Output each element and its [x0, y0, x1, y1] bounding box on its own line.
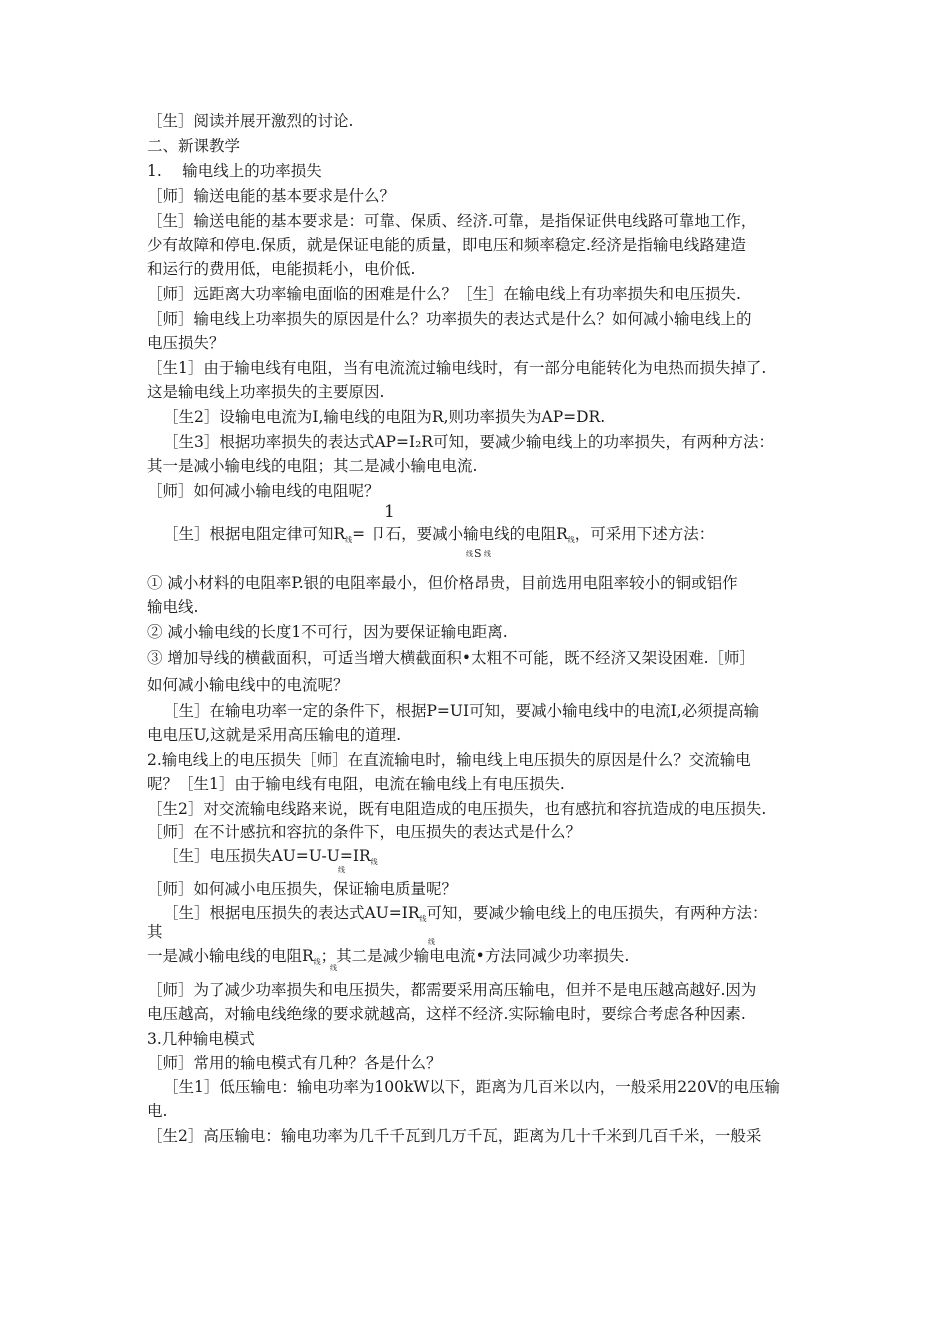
subscript: 线	[330, 964, 337, 972]
text-line: ［生］输送电能的基本要求是：可靠、保质、经济.可靠，是指保证供电线路可靠地工作，	[147, 212, 757, 230]
text-fragment: 一是减小输电线的电阻R	[147, 947, 314, 965]
subscript: 线	[313, 958, 321, 966]
text-line: ［生3］根据功率损失的表达式AP=I₂R可知，要减少输电线上的功率损失，有两种方法：	[163, 433, 774, 451]
text-line: ［生2］对交流输电线路来说，既有电阻造成的电压损失，也有感抗和容抗造成的电压损失.	[147, 800, 767, 818]
text-line: 电电压U,这就是采用高压输电的道理.	[147, 726, 401, 744]
subscript: 线	[345, 536, 353, 544]
text-line: 呢？［生1］由于输电线有电阻，电流在输电线上有电压损失.	[147, 775, 565, 793]
text-fragment: ；其二是减少输电电流•方法同减少功率损失.	[320, 947, 630, 965]
text-line: ［师］常用的输电模式有几种？各是什么？	[147, 1054, 442, 1072]
subscript: 线	[428, 938, 435, 946]
text-line: 如何减小输电线中的电流呢？	[147, 676, 349, 694]
text-fragment: ，可采用下述方法：	[574, 525, 715, 543]
text-line: ［师］为了减少功率损失和电压损失，都需要采用高压输电，但并不是电压越高越好.因为	[147, 981, 757, 999]
text-line: ［生2］高压输电：输电功率为几千千瓦到几万千瓦，距离为几十千米到几百千米，一般采	[147, 1127, 762, 1145]
subscript: 线	[419, 915, 427, 923]
subscript: 线	[567, 536, 575, 544]
text-line: ［生］阅读并展开激烈的讨论.	[147, 112, 354, 130]
subscript: 线	[338, 866, 345, 874]
text-line: ［师］如何减小电压损失，保证输电质量呢？	[147, 880, 458, 898]
subscript: 线	[484, 550, 491, 558]
text-fragment: ［生］电压损失AU=U-U=IR	[163, 847, 371, 865]
text-fragment: 可知，要减少输电线上的电压损失，有两种方法：	[426, 904, 768, 922]
text-line: ［师］在不计感抗和容抗的条件下，电压损失的表达式是什么？	[147, 823, 582, 841]
text-line: ［生］在输电功率一定的条件下，根据P=UI可知，要减小输电线中的电流I,必须提高输	[163, 702, 760, 720]
subsection-heading: 1. 输电线上的功率损失	[147, 162, 322, 180]
formula-line	[163, 846, 843, 872]
text-line: ［生2］设输电电流为I,输电线的电阻为R,则功率损失为AP=DR.	[163, 408, 606, 426]
text-line: 其一是减小输电线的电阻；其二是减小输电电流.	[147, 457, 478, 475]
formula-denominator: S	[474, 547, 482, 560]
text-fragment: ［生］根据电阻定律可知R	[163, 525, 346, 543]
text-line: ［师］输电线上功率损失的原因是什么？功率损失的表达式是什么？如何减小输电线上的	[147, 310, 752, 328]
text-line: 其	[147, 923, 163, 941]
formula-numerator: 1	[384, 502, 395, 522]
text-line: ［师］输送电能的基本要求是什么？	[147, 187, 396, 205]
text-line: 这是输电线上功率损失的主要原因.	[147, 383, 385, 401]
text-line: 电压损失？	[147, 334, 225, 352]
section-heading: 二、新课教学	[147, 137, 241, 155]
text-fragment: ［生］根据电压损失的表达式AU=IR	[163, 904, 420, 922]
list-item: ③ 增加导线的横截面积，可适当增大横截面积•太粗不可能，既不经济又架设困难.［师］	[147, 649, 755, 667]
text-line: 电压越高，对输电线绝缘的要求就越高，这样不经济.实际输电时，要综合考虑各种因素.	[147, 1005, 746, 1023]
subscript: 线	[370, 858, 378, 866]
text-line: ［师］如何减小输电线的电阻呢？	[147, 482, 380, 500]
text-line: ［生1］低压输电：输电功率为100kW以下，距离为几百米以内，一般采用220V的电压输	[163, 1078, 781, 1096]
formula-line	[163, 524, 843, 550]
text-line: 输电线.	[147, 598, 199, 616]
list-item: ① 减小材料的电阻率P.银的电阻率最小，但价格昂贵，目前选用电阻率较小的铜或铝作	[147, 574, 738, 592]
subsection-heading: 3.几种输电模式	[147, 1030, 255, 1048]
text-line: ［师］远距离大功率输电面临的困难是什么？［生］在输电线上有功率损失和电压损失.	[147, 285, 741, 303]
text-line: 少有故障和停电.保质，就是保证电能的质量，即电压和频率稳定.经济是指输电线路建造	[147, 236, 746, 254]
text-line: 和运行的费用低，电能损耗小，电价低.	[147, 260, 416, 278]
list-item: ② 减小输电线的长度1不可行，因为要保证输电距离.	[147, 623, 508, 641]
text-fragment: = 卩石，要减小输电线的电阻R	[352, 525, 568, 543]
text-line: 2.输电线上的电压损失［师］在直流输电时，输电线上电压损失的原因是什么？交流输电	[147, 751, 751, 769]
text-line: ［生1］由于输电线有电阻，当有电流流过输电线时，有一部分电能转化为电热而损失掉了.	[147, 359, 767, 377]
formula-line	[147, 946, 827, 972]
text-line: 电.	[147, 1102, 168, 1120]
subscript: 线	[466, 550, 473, 558]
